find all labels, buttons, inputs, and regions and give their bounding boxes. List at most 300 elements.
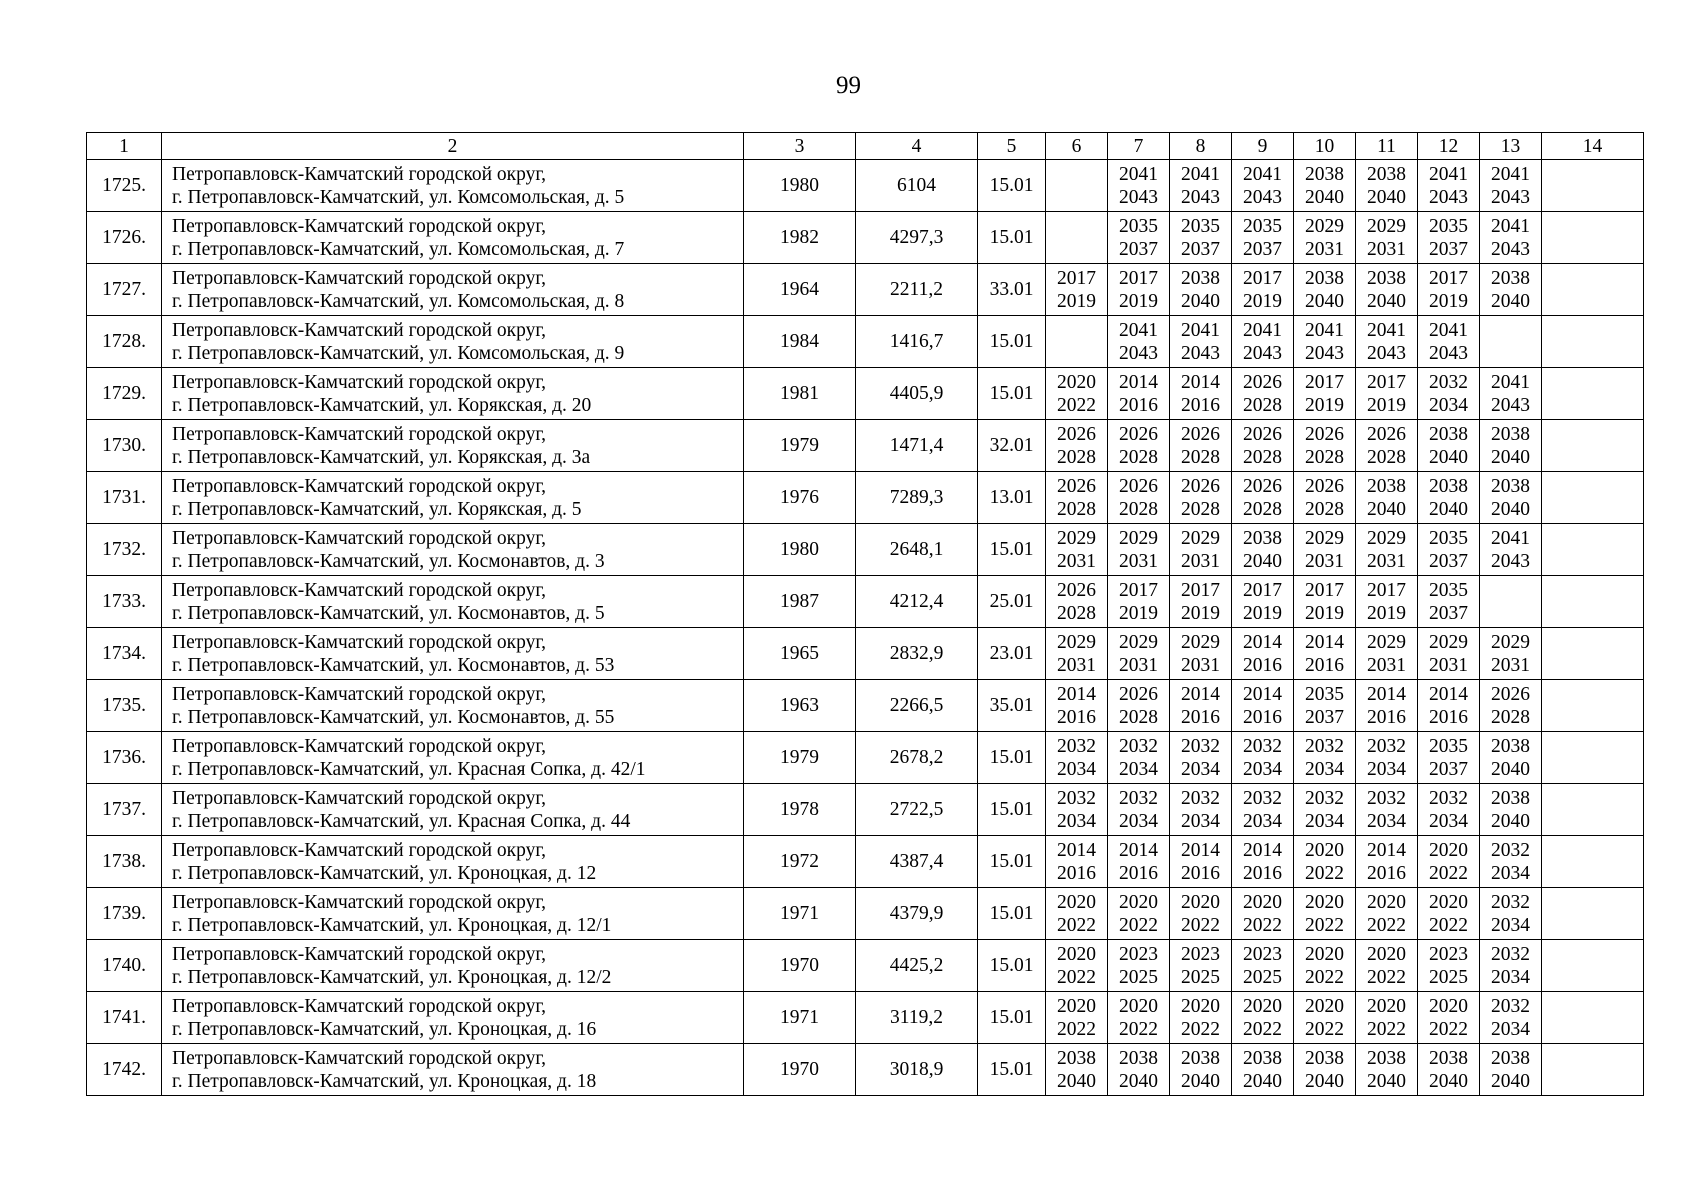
period-end-year: 2043 — [1305, 342, 1344, 364]
row-number-cell: 1731. — [87, 472, 162, 524]
address-line-2: г. Петропавловск-Камчатский, ул. Кроноцкая, д. 12 — [172, 862, 597, 884]
period-end-year: 2040 — [1367, 186, 1406, 208]
period-end-year: 2040 — [1491, 810, 1530, 832]
period-end-year: 2040 — [1429, 446, 1468, 468]
notes-cell — [1542, 628, 1644, 680]
period-start-year: 2038 — [1491, 267, 1530, 289]
period-cell — [1046, 680, 1108, 732]
period-cell — [1170, 680, 1232, 732]
period-cell — [1232, 628, 1294, 680]
code-cell: 15.01 — [978, 732, 1046, 784]
period-cell — [1356, 576, 1418, 628]
address-cell — [162, 888, 744, 940]
period-end-year: 2040 — [1491, 498, 1530, 520]
address-line-2: г. Петропавловск-Камчатский, ул. Космонавтов, д. 5 — [172, 602, 605, 624]
period-end-year: 2028 — [1367, 446, 1406, 468]
period-cell — [1480, 212, 1542, 264]
period-end-year: 2022 — [1057, 1018, 1096, 1040]
period-start-year: 2032 — [1243, 787, 1282, 809]
period-start-year: 2032 — [1305, 787, 1344, 809]
period-cell — [1232, 784, 1294, 836]
table-row — [87, 732, 1644, 784]
year-cell: 1970 — [744, 1044, 856, 1096]
notes-cell — [1542, 992, 1644, 1044]
row-number-cell: 1726. — [87, 212, 162, 264]
period-cell — [1356, 472, 1418, 524]
period-cell — [1294, 784, 1356, 836]
code-cell: 15.01 — [978, 368, 1046, 420]
period-start-year: 2038 — [1119, 1047, 1158, 1069]
address-line-1: Петропавловск-Камчатский городской округ, — [172, 1047, 547, 1069]
period-start-year: 2032 — [1429, 371, 1468, 393]
period-cell — [1170, 836, 1232, 888]
address-line-2: г. Петропавловск-Камчатский, ул. Кроноцкая, д. 16 — [172, 1018, 597, 1040]
period-end-year: 2016 — [1119, 394, 1158, 416]
period-start-year: 2041 — [1243, 163, 1282, 185]
period-start-year: 2041 — [1181, 319, 1220, 341]
period-end-year: 2022 — [1367, 1018, 1406, 1040]
row-number-cell: 1727. — [87, 264, 162, 316]
period-end-year: 2022 — [1429, 1018, 1468, 1040]
table-row — [87, 368, 1644, 420]
period-cell — [1356, 524, 1418, 576]
period-start-year: 2026 — [1181, 475, 1220, 497]
notes-cell — [1542, 368, 1644, 420]
address-cell — [162, 576, 744, 628]
period-end-year: 2019 — [1119, 290, 1158, 312]
period-start-year: 2038 — [1491, 735, 1530, 757]
period-cell — [1232, 212, 1294, 264]
period-start-year: 2014 — [1243, 839, 1282, 861]
code-cell: 15.01 — [978, 940, 1046, 992]
period-start-year: 2020 — [1119, 891, 1158, 913]
address-line-1: Петропавловск-Камчатский городской округ, — [172, 163, 547, 185]
row-number-cell: 1725. — [87, 160, 162, 212]
period-start-year: 2032 — [1367, 787, 1406, 809]
period-cell — [1170, 992, 1232, 1044]
period-end-year: 2034 — [1243, 810, 1282, 832]
register-table — [86, 132, 1644, 1096]
period-end-year: 2016 — [1119, 862, 1158, 884]
period-end-year: 2028 — [1119, 446, 1158, 468]
period-end-year: 2022 — [1429, 862, 1468, 884]
period-start-year: 2041 — [1119, 163, 1158, 185]
period-start-year: 2014 — [1119, 371, 1158, 393]
period-end-year: 2031 — [1057, 550, 1096, 572]
period-start-year: 2014 — [1181, 839, 1220, 861]
period-start-year: 2038 — [1367, 163, 1406, 185]
period-cell — [1480, 264, 1542, 316]
period-cell — [1232, 992, 1294, 1044]
period-cell — [1170, 732, 1232, 784]
period-end-year: 2031 — [1491, 654, 1530, 676]
period-end-year: 2028 — [1305, 446, 1344, 468]
period-end-year: 2016 — [1243, 706, 1282, 728]
period-end-year: 2031 — [1305, 550, 1344, 572]
address-line-1: Петропавловск-Камчатский городской округ, — [172, 839, 547, 861]
period-start-year: 2023 — [1119, 943, 1158, 965]
address-line-1: Петропавловск-Камчатский городской округ, — [172, 995, 547, 1017]
period-end-year: 2025 — [1243, 966, 1282, 988]
period-cell — [1480, 524, 1542, 576]
address-cell — [162, 264, 744, 316]
period-end-year: 2016 — [1367, 706, 1406, 728]
period-end-year: 2043 — [1243, 342, 1282, 364]
period-end-year: 2016 — [1181, 862, 1220, 884]
year-cell: 1976 — [744, 472, 856, 524]
period-cell — [1356, 160, 1418, 212]
period-start-year: 2017 — [1429, 267, 1468, 289]
period-cell — [1294, 212, 1356, 264]
period-start-year: 2026 — [1181, 423, 1220, 445]
address-line-1: Петропавловск-Камчатский городской округ, — [172, 527, 547, 549]
period-cell — [1046, 212, 1108, 264]
address-line-1: Петропавловск-Камчатский городской округ, — [172, 423, 547, 445]
column-header-11: 11 — [1356, 133, 1418, 160]
address-line-1: Петропавловск-Камчатский городской округ, — [172, 319, 547, 341]
period-start-year: 2026 — [1243, 475, 1282, 497]
row-number-cell: 1732. — [87, 524, 162, 576]
period-cell — [1232, 732, 1294, 784]
period-cell — [1294, 316, 1356, 368]
notes-cell — [1542, 420, 1644, 472]
code-cell: 15.01 — [978, 1044, 1046, 1096]
notes-cell — [1542, 160, 1644, 212]
period-start-year: 2020 — [1057, 891, 1096, 913]
period-cell — [1046, 576, 1108, 628]
period-start-year: 2026 — [1491, 683, 1530, 705]
period-end-year: 2037 — [1243, 238, 1282, 260]
period-end-year: 2022 — [1057, 966, 1096, 988]
address-cell — [162, 1044, 744, 1096]
period-end-year: 2016 — [1243, 654, 1282, 676]
area-cell: 4379,9 — [856, 888, 978, 940]
period-start-year: 2029 — [1305, 215, 1344, 237]
address-line-2: г. Петропавловск-Камчатский, ул. Корякская, д. 5 — [172, 498, 582, 520]
period-start-year: 2026 — [1057, 423, 1096, 445]
period-start-year: 2032 — [1491, 891, 1530, 913]
period-cell — [1046, 524, 1108, 576]
period-end-year: 2019 — [1367, 602, 1406, 624]
period-end-year: 2019 — [1243, 290, 1282, 312]
notes-cell — [1542, 316, 1644, 368]
period-cell — [1170, 420, 1232, 472]
period-cell — [1418, 524, 1480, 576]
period-end-year: 2043 — [1429, 342, 1468, 364]
period-cell — [1418, 1044, 1480, 1096]
period-start-year: 2038 — [1305, 1047, 1344, 1069]
period-start-year: 2026 — [1367, 423, 1406, 445]
period-cell — [1046, 1044, 1108, 1096]
period-start-year: 2026 — [1057, 579, 1096, 601]
year-cell: 1971 — [744, 992, 856, 1044]
period-start-year: 2026 — [1119, 475, 1158, 497]
period-cell — [1418, 212, 1480, 264]
period-end-year: 2040 — [1057, 1070, 1096, 1092]
period-end-year: 2031 — [1367, 654, 1406, 676]
period-end-year: 2016 — [1367, 862, 1406, 884]
period-cell — [1232, 264, 1294, 316]
period-cell — [1232, 940, 1294, 992]
period-cell — [1294, 628, 1356, 680]
period-start-year: 2032 — [1367, 735, 1406, 757]
period-start-year: 2017 — [1305, 371, 1344, 393]
period-cell — [1418, 888, 1480, 940]
address-cell — [162, 212, 744, 264]
address-line-1: Петропавловск-Камчатский городской округ, — [172, 475, 547, 497]
period-end-year: 2022 — [1057, 394, 1096, 416]
period-start-year: 2020 — [1057, 995, 1096, 1017]
row-number-cell: 1741. — [87, 992, 162, 1044]
column-header-6: 6 — [1046, 133, 1108, 160]
address-line-2: г. Петропавловск-Камчатский, ул. Кроноцкая, д. 12/1 — [172, 914, 612, 936]
period-start-year: 2035 — [1181, 215, 1220, 237]
year-cell: 1984 — [744, 316, 856, 368]
address-cell — [162, 316, 744, 368]
period-start-year: 2029 — [1119, 527, 1158, 549]
period-end-year: 2040 — [1367, 290, 1406, 312]
period-end-year: 2034 — [1491, 862, 1530, 884]
period-cell — [1108, 264, 1170, 316]
period-start-year: 2026 — [1305, 475, 1344, 497]
period-start-year: 2014 — [1119, 839, 1158, 861]
period-end-year: 2037 — [1429, 758, 1468, 780]
period-cell — [1418, 784, 1480, 836]
period-end-year: 2040 — [1119, 1070, 1158, 1092]
period-start-year: 2035 — [1305, 683, 1344, 705]
period-cell — [1418, 264, 1480, 316]
address-line-1: Петропавловск-Камчатский городской округ, — [172, 267, 547, 289]
period-cell — [1418, 628, 1480, 680]
area-cell: 2678,2 — [856, 732, 978, 784]
year-cell: 1978 — [744, 784, 856, 836]
area-cell: 2832,9 — [856, 628, 978, 680]
period-start-year: 2038 — [1057, 1047, 1096, 1069]
notes-cell — [1542, 472, 1644, 524]
period-start-year: 2032 — [1181, 735, 1220, 757]
period-start-year: 2026 — [1243, 371, 1282, 393]
period-cell — [1170, 212, 1232, 264]
period-cell — [1046, 992, 1108, 1044]
period-start-year: 2032 — [1243, 735, 1282, 757]
period-start-year: 2038 — [1305, 267, 1344, 289]
address-line-1: Петропавловск-Камчатский городской округ, — [172, 891, 547, 913]
period-end-year: 2025 — [1181, 966, 1220, 988]
column-header-12: 12 — [1418, 133, 1480, 160]
row-number-cell: 1728. — [87, 316, 162, 368]
period-start-year: 2020 — [1057, 371, 1096, 393]
period-start-year: 2029 — [1057, 527, 1096, 549]
period-end-year: 2028 — [1243, 446, 1282, 468]
period-start-year: 2014 — [1305, 631, 1344, 653]
period-start-year: 2023 — [1243, 943, 1282, 965]
row-number-cell: 1737. — [87, 784, 162, 836]
table-row — [87, 212, 1644, 264]
row-number-cell: 1729. — [87, 368, 162, 420]
period-start-year: 2038 — [1367, 267, 1406, 289]
code-cell: 35.01 — [978, 680, 1046, 732]
period-end-year: 2040 — [1181, 1070, 1220, 1092]
period-start-year: 2020 — [1429, 891, 1468, 913]
period-start-year: 2020 — [1181, 891, 1220, 913]
period-cell — [1046, 836, 1108, 888]
period-end-year: 2031 — [1119, 550, 1158, 572]
period-start-year: 2014 — [1057, 839, 1096, 861]
period-cell — [1170, 472, 1232, 524]
area-cell: 2722,5 — [856, 784, 978, 836]
period-start-year: 2014 — [1181, 683, 1220, 705]
period-cell — [1108, 368, 1170, 420]
page-number: 99 — [836, 72, 861, 99]
period-cell — [1356, 680, 1418, 732]
row-number-cell: 1730. — [87, 420, 162, 472]
period-end-year: 2028 — [1243, 394, 1282, 416]
code-cell: 15.01 — [978, 784, 1046, 836]
period-start-year: 2041 — [1181, 163, 1220, 185]
period-cell — [1294, 992, 1356, 1044]
code-cell: 15.01 — [978, 212, 1046, 264]
period-start-year: 2038 — [1491, 787, 1530, 809]
period-start-year: 2041 — [1305, 319, 1344, 341]
period-cell — [1480, 628, 1542, 680]
period-end-year: 2019 — [1181, 602, 1220, 624]
period-start-year: 2035 — [1243, 215, 1282, 237]
period-cell — [1170, 888, 1232, 940]
period-cell — [1480, 160, 1542, 212]
period-cell — [1108, 1044, 1170, 1096]
area-cell: 2648,1 — [856, 524, 978, 576]
period-start-year: 2020 — [1181, 995, 1220, 1017]
period-end-year: 2037 — [1119, 238, 1158, 260]
period-cell — [1294, 160, 1356, 212]
period-cell — [1294, 732, 1356, 784]
period-end-year: 2034 — [1181, 810, 1220, 832]
period-cell — [1294, 836, 1356, 888]
table-row — [87, 784, 1644, 836]
address-line-2: г. Петропавловск-Камчатский, ул. Корякская, д. 20 — [172, 394, 592, 416]
period-end-year: 2034 — [1119, 810, 1158, 832]
address-line-1: Петропавловск-Камчатский городской округ, — [172, 371, 547, 393]
column-header-8: 8 — [1170, 133, 1232, 160]
year-cell: 1987 — [744, 576, 856, 628]
period-cell — [1294, 524, 1356, 576]
period-start-year: 2041 — [1491, 215, 1530, 237]
period-start-year: 2020 — [1305, 891, 1344, 913]
table-row — [87, 264, 1644, 316]
period-cell — [1480, 316, 1542, 368]
period-start-year: 2038 — [1429, 1047, 1468, 1069]
year-cell: 1982 — [744, 212, 856, 264]
period-end-year: 2031 — [1367, 238, 1406, 260]
period-start-year: 2041 — [1429, 163, 1468, 185]
period-end-year: 2031 — [1057, 654, 1096, 676]
period-cell — [1418, 836, 1480, 888]
table-row — [87, 420, 1644, 472]
period-cell — [1232, 160, 1294, 212]
period-start-year: 2041 — [1429, 319, 1468, 341]
period-end-year: 2043 — [1119, 186, 1158, 208]
year-cell: 1980 — [744, 524, 856, 576]
period-cell — [1356, 264, 1418, 316]
table-row — [87, 888, 1644, 940]
address-line-2: г. Петропавловск-Камчатский, ул. Красная Сопка, д. 42/1 — [172, 758, 646, 780]
year-cell: 1979 — [744, 732, 856, 784]
period-start-year: 2026 — [1057, 475, 1096, 497]
period-start-year: 2017 — [1119, 579, 1158, 601]
period-cell — [1108, 680, 1170, 732]
period-end-year: 2022 — [1181, 1018, 1220, 1040]
period-cell — [1294, 420, 1356, 472]
period-cell — [1108, 420, 1170, 472]
period-start-year: 2038 — [1491, 475, 1530, 497]
address-cell — [162, 784, 744, 836]
period-cell — [1046, 940, 1108, 992]
period-end-year: 2028 — [1491, 706, 1530, 728]
column-header-7: 7 — [1108, 133, 1170, 160]
period-end-year: 2037 — [1429, 238, 1468, 260]
period-cell — [1480, 576, 1542, 628]
period-start-year: 2023 — [1429, 943, 1468, 965]
period-start-year: 2029 — [1181, 527, 1220, 549]
period-start-year: 2020 — [1119, 995, 1158, 1017]
code-cell: 15.01 — [978, 992, 1046, 1044]
period-cell — [1418, 992, 1480, 1044]
period-end-year: 2028 — [1181, 498, 1220, 520]
period-end-year: 2022 — [1305, 914, 1344, 936]
period-cell — [1294, 1044, 1356, 1096]
period-end-year: 2043 — [1181, 342, 1220, 364]
table-row — [87, 316, 1644, 368]
period-start-year: 2017 — [1119, 267, 1158, 289]
period-end-year: 2040 — [1305, 290, 1344, 312]
area-cell: 1416,7 — [856, 316, 978, 368]
period-end-year: 2028 — [1243, 498, 1282, 520]
column-header-14: 14 — [1542, 133, 1644, 160]
notes-cell — [1542, 264, 1644, 316]
period-cell — [1356, 732, 1418, 784]
period-cell — [1480, 836, 1542, 888]
period-cell — [1232, 316, 1294, 368]
period-start-year: 2041 — [1119, 319, 1158, 341]
address-line-2: г. Петропавловск-Камчатский, ул. Кроноцкая, д. 18 — [172, 1070, 597, 1092]
period-cell — [1232, 472, 1294, 524]
period-start-year: 2029 — [1367, 215, 1406, 237]
period-end-year: 2028 — [1057, 498, 1096, 520]
period-end-year: 2028 — [1119, 498, 1158, 520]
row-number-cell: 1738. — [87, 836, 162, 888]
area-cell: 4212,4 — [856, 576, 978, 628]
period-cell — [1418, 680, 1480, 732]
period-end-year: 2034 — [1429, 394, 1468, 416]
address-cell — [162, 160, 744, 212]
period-end-year: 2034 — [1491, 966, 1530, 988]
year-cell: 1972 — [744, 836, 856, 888]
period-cell — [1170, 160, 1232, 212]
period-cell — [1294, 264, 1356, 316]
period-start-year: 2038 — [1181, 1047, 1220, 1069]
period-end-year: 2019 — [1305, 602, 1344, 624]
period-end-year: 2037 — [1429, 602, 1468, 624]
column-header-4: 4 — [856, 133, 978, 160]
column-header-5: 5 — [978, 133, 1046, 160]
period-end-year: 2028 — [1057, 602, 1096, 624]
period-end-year: 2022 — [1057, 914, 1096, 936]
code-cell: 23.01 — [978, 628, 1046, 680]
period-cell — [1046, 264, 1108, 316]
code-cell: 13.01 — [978, 472, 1046, 524]
column-header-13: 13 — [1480, 133, 1542, 160]
period-cell — [1480, 472, 1542, 524]
